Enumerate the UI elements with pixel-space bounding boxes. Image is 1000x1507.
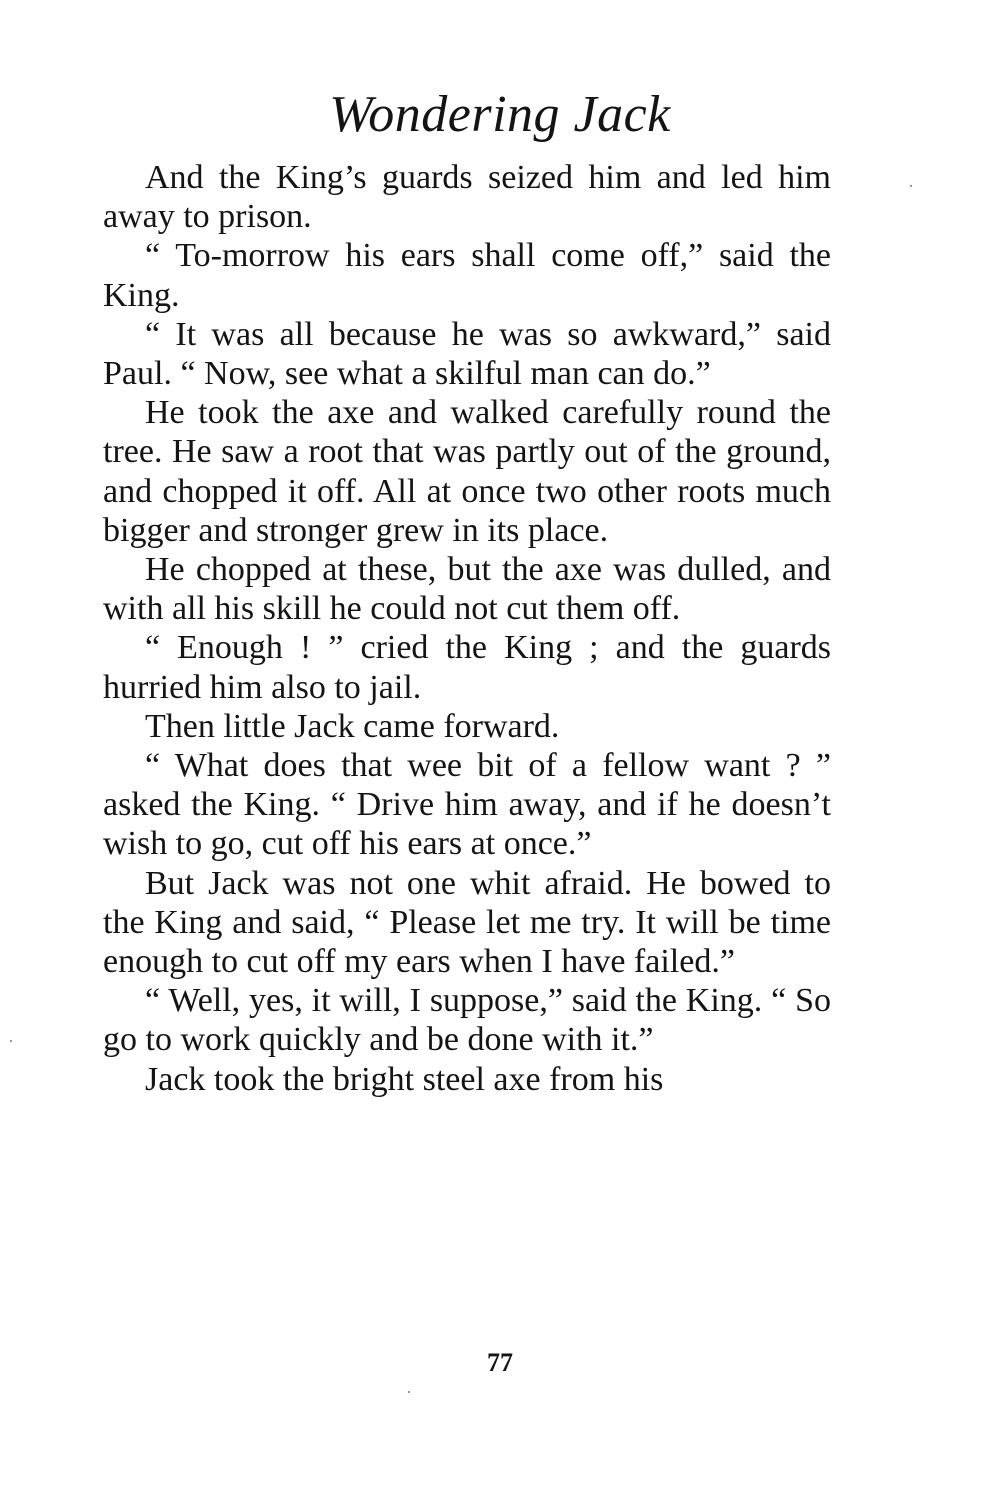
paragraph: He took the axe and walked carefully round the tree. He saw a root that was partly out of the ground, and chopped it off. All at once two other roots much bigger and stronger grew in its place.	[103, 394, 831, 549]
running-title: Wondering Jack	[329, 86, 671, 143]
paragraph: “ What does that wee bit of a fellow want ? ” asked the King. “ Drive him away, and if he doesn’t wish to go, cut off his ears at once.”	[103, 747, 831, 863]
paragraph: Jack took the bright steel axe from his	[145, 1060, 664, 1098]
scan-speck	[10, 1040, 12, 1042]
scan-speck	[910, 185, 912, 187]
paragraph: “ Enough ! ” cried the King ; and the guards hurried him also to jail.	[103, 629, 831, 706]
page-number: 77	[487, 1348, 513, 1377]
paragraph: Then little Jack came forward.	[145, 707, 560, 745]
body-text	[103, 158, 831, 1099]
paragraph: “ To-morrow his ears shall come off,” said the King.	[103, 237, 831, 314]
paragraph: “ It was all because he was so awkward,” said Paul. “ Now, see what a skilful man can do.”	[103, 315, 831, 393]
scan-speck	[408, 1391, 410, 1393]
paragraph: He chopped at these, but the axe was dulled, and with all his skill he could not cut them off.	[103, 551, 831, 628]
paragraph: And the King’s guards seized him and led him away to prison.	[103, 159, 831, 236]
paragraph: But Jack was not one whit afraid. He bowed to the King and said, “ Please let me try. It will be time enough to cut off my ears when I have failed.”	[103, 864, 831, 981]
paragraph: “ Well, yes, it will, I suppose,” said the King. “ So go to work quickly and be done with it.”	[103, 982, 831, 1059]
